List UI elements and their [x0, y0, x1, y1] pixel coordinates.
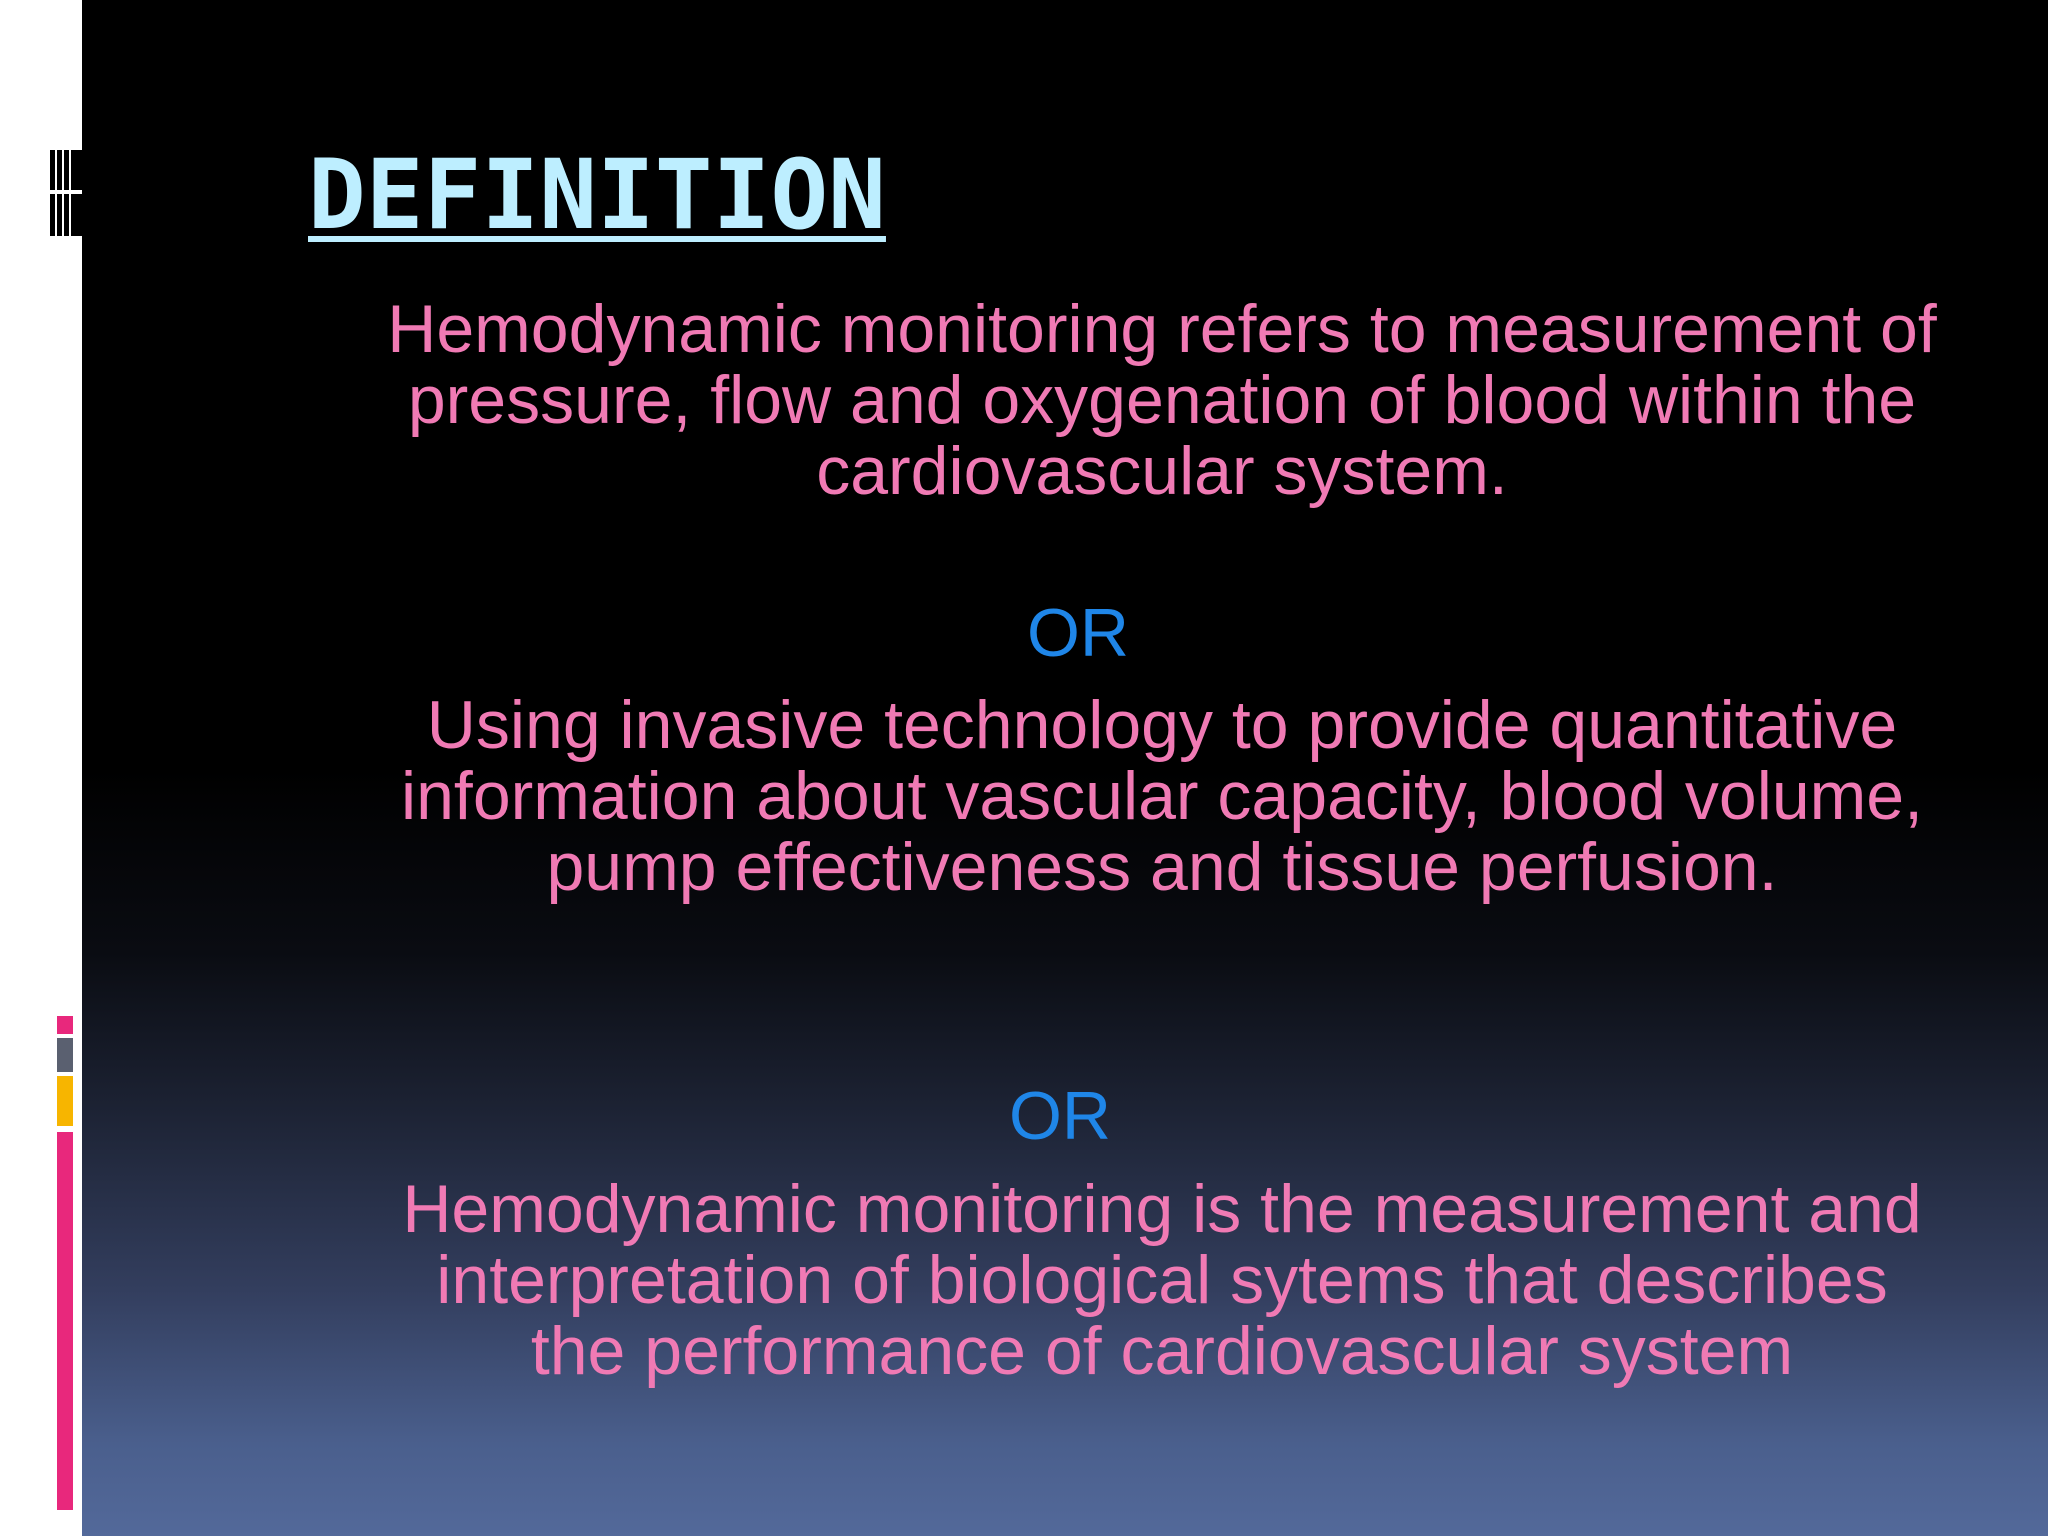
slide-content: [82, 0, 2048, 1536]
or-separator-1: OR: [1027, 595, 1129, 671]
left-margin: [0, 0, 82, 1536]
decorative-blocks-icon: [48, 150, 82, 236]
slide-title: DEFINITION: [308, 139, 886, 251]
accent-gray: [57, 1038, 73, 1072]
accent-yellow: [57, 1076, 73, 1126]
accent-pink-top: [57, 1016, 73, 1034]
definition-paragraph-3: Hemodynamic monitoring is the measurement and interpretation of biological sytems that describes the performance of cardiovascular system: [402, 1171, 1922, 1389]
accent-pink-bar: [57, 1132, 73, 1510]
definition-paragraph-2: Using invasive technology to provide quantitative information about vascular capacity, blood volume, pump effectiveness and tissue perfusion.: [401, 687, 1923, 905]
definition-paragraph-1: Hemodynamic monitoring refers to measurement of pressure, flow and oxygenation of blood within the cardiovascular system.: [387, 291, 1937, 509]
or-separator-2: OR: [1009, 1078, 1111, 1154]
